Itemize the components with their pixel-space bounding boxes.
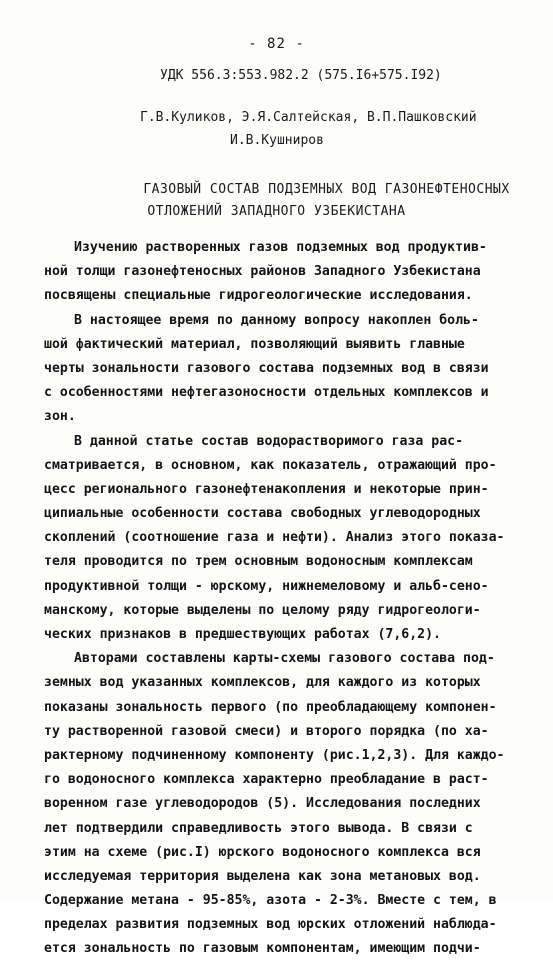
body-line: теля проводится по трем основным водоносным комплексам	[44, 554, 473, 570]
body-line: ной толщи газонефтеносных районов Западного Узбекистана	[44, 264, 481, 280]
body-line: В данной статье состав водорастворимого газа рас-	[74, 433, 464, 449]
body-line: зон.	[44, 409, 76, 425]
body-line: В настоящее время по данному вопросу накоплен боль-	[74, 312, 479, 328]
body-line: ту растворенной газовой смеси) и второго порядка (по ха-	[44, 723, 489, 739]
body-line: пределах развития подземных вод юрских отложений наблюда-	[44, 917, 497, 933]
body-line: манскому, которые выделены по целому ряду гидрогеологи-	[44, 602, 481, 618]
authors-line-2: И.В.Кушниров	[230, 133, 324, 148]
body-line: ется зональность по газовым компонентам, имеющим подчи-	[44, 941, 481, 957]
body-line: Авторами составлены карты-схемы газового состава под-	[74, 651, 495, 667]
body-line: цесс регионального газонефтенакопления и некоторые прин-	[44, 481, 489, 497]
body-line: продуктивной толщи - юрскому, нижнемеловому и альб-сено-	[44, 578, 489, 594]
body-line: шой фактический материал, позволяющий выявить главные	[44, 336, 465, 352]
body-line: скоплений (соотношение газа и нефти). Анализ этого показа-	[44, 530, 505, 546]
body-line: воренном газе углеводородов (5). Исследования последних	[44, 796, 481, 812]
body-line: лет подтвердили справедливость этого вывода. В связи с	[44, 820, 473, 836]
body-line: Изучению растворенных газов подземных вод продуктив-	[74, 240, 487, 255]
authors-line-1: Г.В.Куликов, Э.Я.Салтейская, В.П.Пашковский	[140, 110, 477, 125]
udc-code: УДК 556.3:553.982.2 (575.I6+575.I92)	[160, 68, 442, 83]
body-line: исследуемая территория выделена как зона метановых вод.	[44, 868, 481, 884]
body-line: посвящены специальные гидрогеологические исследования.	[44, 288, 473, 304]
page-number: - 82 -	[248, 36, 305, 52]
body-line: Содержание метана - 95-85%, азота - 2-3%. Вместе с тем, в	[44, 893, 497, 909]
body-line: этим на схеме (рис.I) юрского водоносного комплекса вся	[44, 844, 481, 860]
body-line: рактерному подчиненному компоненту (рис.1,2,3). Для каждо-	[44, 747, 505, 763]
article-title-line-1: ГАЗОВЫЙ СОСТАВ ПОДЗЕМНЫХ ВОД ГАЗОНЕФТЕНОСНЫХ	[143, 182, 510, 197]
article-title-line-2: ОТЛОЖЕНИЙ ЗАПАДНОГО УЗБЕКИСТАНА	[147, 204, 406, 219]
body-line: черты зональности газового состава подземных вод в связи	[44, 360, 489, 376]
body-line: го водоносного комплекса характерно преобладание в раст-	[44, 772, 489, 788]
body-line: с особенностями нефтегазоносности отдельных комплексов и	[44, 385, 489, 401]
body-line: земных вод указанных комплексов, для каждого из которых	[44, 675, 481, 691]
body-line: сматривается, в основном, как показатель, отражающий про-	[44, 457, 497, 473]
article-body	[44, 236, 544, 962]
body-line: ципиальные особенности состава свободных углеводородных	[44, 506, 481, 522]
body-line: ческих признаков в предшествующих работах (7,6,2).	[44, 627, 441, 642]
body-line: показаны зональность первого (по преобладающему компонен-	[44, 699, 497, 715]
